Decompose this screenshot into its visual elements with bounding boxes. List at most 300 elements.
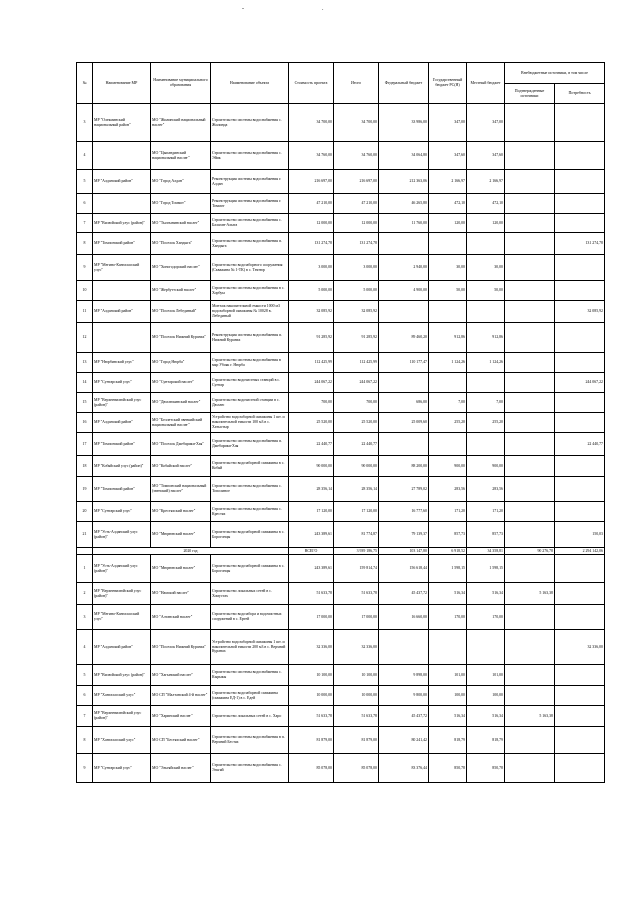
cell-federal: 46 265,80 xyxy=(379,194,429,214)
cell-object: Реконструкция системы водоснабжения г. Томмот xyxy=(211,194,289,214)
cell-mr: МР "Сунтарский улус" xyxy=(93,502,151,522)
cell-cost: 32 085,92 xyxy=(289,301,334,323)
cell-local: 900,00 xyxy=(467,456,505,477)
cell-no: 7 xyxy=(77,214,93,233)
col-header-mo: Наименование муниципального образования xyxy=(151,63,211,104)
cell-total: 131 274,78 xyxy=(334,233,379,255)
cell-total: 112 425,99 xyxy=(334,353,379,373)
cell-state: 857,73 xyxy=(429,522,467,548)
cell-federal: 4 900,00 xyxy=(379,281,429,301)
cell-no: 17 xyxy=(77,433,93,456)
table-row xyxy=(77,706,605,727)
cell-mr: МР "Алданский район" xyxy=(93,413,151,433)
summary-total: 3 939 186,75 xyxy=(334,548,379,555)
cell-no: 7 xyxy=(77,706,93,727)
cell-state xyxy=(429,233,467,255)
cell-cost: 22 440,77 xyxy=(289,433,334,456)
cell-no: 5 xyxy=(77,665,93,686)
funding-table xyxy=(76,62,605,783)
cell-federal: 212 363,06 xyxy=(379,170,429,194)
summary-local: 34 358,81 xyxy=(467,548,505,555)
cell-state: 900,00 xyxy=(429,456,467,477)
cell-local: 857,73 xyxy=(467,522,505,548)
summary-state: 6 918,52 xyxy=(429,548,467,555)
cell-total: 10 100,00 xyxy=(334,665,379,686)
cell-cost: 28 356,14 xyxy=(289,477,334,502)
cell-mo: МО "Харинский наслег" xyxy=(151,706,211,727)
table-row xyxy=(77,555,605,583)
cell-extra-confirmed xyxy=(505,393,555,413)
cell-total: 17 120,00 xyxy=(334,502,379,522)
cell-mo: МО "Эльгяйский наслег" xyxy=(151,754,211,783)
header-mark: . xyxy=(322,6,324,12)
cell-total: 12 000,00 xyxy=(334,214,379,233)
cell-cost: 243 389,61 xyxy=(289,522,334,548)
cell-object: Строительство водочистной станции в с. Дюллю xyxy=(211,393,289,413)
cell-no: 6 xyxy=(77,194,93,214)
table-row xyxy=(77,665,605,686)
cell-mo: МО "Алтанский наслег" xyxy=(151,605,211,630)
cell-object: Строительство системы водоснабжения с. Эльгяй xyxy=(211,754,289,783)
cell-cost: 85 078,00 xyxy=(289,754,334,783)
cell-mr: МР "Нюрбинский улус" xyxy=(93,353,151,373)
table-row xyxy=(77,301,605,323)
cell-object: Строительство системы водоснабжения в п. Верхний Бестях xyxy=(211,727,289,754)
cell-federal: 33 986,00 xyxy=(379,104,429,142)
cell-local: 818,79 xyxy=(467,727,505,754)
cell-total: 216 697,00 xyxy=(334,170,379,194)
cell-state: 101,00 xyxy=(429,665,467,686)
cell-object: Устройство водозаборной скважины 1 шт. и накопительной емкости 200 м3 в с. Верхний Куранах xyxy=(211,630,289,665)
cell-no: 16 xyxy=(77,413,93,433)
cell-extra-need xyxy=(555,214,605,233)
cell-object: Строительство системы водоснабжения с. Жилинда xyxy=(211,104,289,142)
table-row xyxy=(77,522,605,548)
cell-cost: 112 425,99 xyxy=(289,353,334,373)
cell-mo: МО "Хагынский наслег" xyxy=(151,665,211,686)
cell-object: Строительство системы водоснабжения с. Балаган-Алыта xyxy=(211,214,289,233)
cell-mo: МО СП "Бестяхский наслег" xyxy=(151,727,211,754)
cell-state: 171,20 xyxy=(429,502,467,522)
cell-mr: МР "Верхневилюйский улус (район)" xyxy=(93,393,151,413)
cell-extra-confirmed xyxy=(505,353,555,373)
cell-mo: МО "Мюрюнский наслег" xyxy=(151,522,211,548)
cell-federal xyxy=(379,301,429,323)
cell-mo: МО "Город Алдан" xyxy=(151,170,211,194)
cell-no: 5 xyxy=(77,170,93,194)
cell-state: 347,60 xyxy=(429,142,467,170)
cell-cost: 51 633,78 xyxy=(289,583,334,605)
cell-object: Строительство водозаборной скважины (скважина ЕД-1) в с. Едей xyxy=(211,686,289,706)
cell-federal: 16 777,60 xyxy=(379,502,429,522)
cell-mo: МО "Поселок Нижний Куранах" xyxy=(151,323,211,353)
cell-local: 850,78 xyxy=(467,754,505,783)
cell-mr: МР "Сунтарский улус" xyxy=(93,754,151,783)
cell-no: 9 xyxy=(77,754,93,783)
cell-local: 2 166,97 xyxy=(467,170,505,194)
cell-no: 10 xyxy=(77,281,93,301)
cell-extra-confirmed xyxy=(505,665,555,686)
cell-extra-need: 22 440,77 xyxy=(555,433,605,456)
table-row xyxy=(77,413,605,433)
cell-federal: 83 376,44 xyxy=(379,754,429,783)
cell-extra-need: 131 274,78 xyxy=(555,233,605,255)
cell-state xyxy=(429,301,467,323)
cell-extra-confirmed xyxy=(505,502,555,522)
cell-extra-confirmed: 5 163,38 xyxy=(505,706,555,727)
table-row xyxy=(77,373,605,393)
cell-object: Строительство системы водоснабжения с. Тополиное xyxy=(211,477,289,502)
table-row xyxy=(77,456,605,477)
cell-mr: МР "Хангаласский улус" xyxy=(93,686,151,706)
cell-extra-confirmed xyxy=(505,233,555,255)
cell-extra-need xyxy=(555,583,605,605)
cell-local: 100,00 xyxy=(467,686,505,706)
cell-no: 4 xyxy=(77,142,93,170)
cell-extra-need xyxy=(555,194,605,214)
table-row xyxy=(77,630,605,665)
cell-no: 21 xyxy=(77,522,93,548)
col-header-cost: Стоимость проекта xyxy=(289,63,334,104)
col-header-mr: Наименование МР xyxy=(93,63,151,104)
cell-mr xyxy=(93,142,151,170)
cell-mo: МО "Тылгынинский наслег" xyxy=(151,214,211,233)
cell-total: 700,00 xyxy=(334,393,379,413)
cell-extra-need xyxy=(555,727,605,754)
col-header-local: Местный бюджет xyxy=(467,63,505,104)
cell-federal xyxy=(379,373,429,393)
cell-cost: 32 336,00 xyxy=(289,630,334,665)
cell-local: 7,00 xyxy=(467,393,505,413)
cell-mr: МР "Томпонский район" xyxy=(93,433,151,456)
cell-extra-confirmed xyxy=(505,433,555,456)
cell-extra-need xyxy=(555,665,605,686)
cell-total: 25 520,00 xyxy=(334,413,379,433)
cell-cost: 700,00 xyxy=(289,393,334,413)
cell-extra-need xyxy=(555,754,605,783)
cell-mr: МР "Хангаласский улус" xyxy=(93,727,151,754)
cell-no: 1 xyxy=(77,555,93,583)
cell-object: Строительство системы водоснабжения с. Крестях xyxy=(211,502,289,522)
cell-mr: МР "Томпонский район" xyxy=(93,477,151,502)
cell-mo: МО СП "Малтанский 4-й наслег" xyxy=(151,686,211,706)
cell-state: 100,00 xyxy=(429,686,467,706)
cell-extra-need xyxy=(555,142,605,170)
cell-object: Строительство системы водоснабжения в мкр Убояк г. Нюрба xyxy=(211,353,289,373)
cell-object: Реконструкция системы водоснабжения п. Нижний Куранах xyxy=(211,323,289,353)
cell-no: 8 xyxy=(77,727,93,754)
cell-no: 8 xyxy=(77,233,93,255)
cell-total: 244 067,22 xyxy=(334,373,379,393)
cell-cost: 216 697,00 xyxy=(289,170,334,194)
cell-mr: МР "Алданский район" xyxy=(93,630,151,665)
cell-state: 120,00 xyxy=(429,214,467,233)
cell-cost: 81 879,00 xyxy=(289,727,334,754)
cell-total: 85 078,00 xyxy=(334,754,379,783)
cell-mo: МО "Город Нюрба" xyxy=(151,353,211,373)
cell-federal: 25 009,60 xyxy=(379,413,429,433)
cell-mr: МР "Томпонский район" xyxy=(93,233,151,255)
cell-local: 347,00 xyxy=(467,104,505,142)
cell-object: Строительство водозаборной скважины в с. Кобяй xyxy=(211,456,289,477)
cell-mr: МР "Алданский район" xyxy=(93,170,151,194)
cell-object: Устройство водозаборной скважины 1 шт. и накопительной емкости 100 м3 в с. Хатыстыр xyxy=(211,413,289,433)
cell-total: 3 000,00 xyxy=(334,255,379,281)
cell-federal: 9 800,00 xyxy=(379,686,429,706)
cell-mo: МО "Сунтарский наслег" xyxy=(151,373,211,393)
cell-extra-confirmed xyxy=(505,555,555,583)
cell-state: 516,34 xyxy=(429,706,467,727)
cell-federal: 45 437,72 xyxy=(379,583,429,605)
table-row xyxy=(77,605,605,630)
cell-cost: 91 285,92 xyxy=(289,323,334,353)
cell-no: 12 xyxy=(77,323,93,353)
cell-mo: МО "Мюрюнский наслег" xyxy=(151,555,211,583)
cell-object: Реконструкция системы водоснабжения г. Алдан xyxy=(211,170,289,194)
cell-mo: МО "Поселок Хандыга" xyxy=(151,233,211,255)
cell-total: 22 440,77 xyxy=(334,433,379,456)
cell-local: 50,00 xyxy=(467,281,505,301)
cell-mr: МР "Вилюйский улус (район)" xyxy=(93,665,151,686)
cell-object: Строительство системы водоснабжения п. Хандыга xyxy=(211,233,289,255)
summary-extra-need: 2 294 142,06 xyxy=(555,548,605,555)
cell-federal: 80 241,42 xyxy=(379,727,429,754)
cell-mr: МР "Верхневилюйский улус (район)" xyxy=(93,706,151,727)
cell-local: 283,56 xyxy=(467,477,505,502)
cell-mr: МР "Кобяйский улус (район)" xyxy=(93,456,151,477)
cell-extra-confirmed xyxy=(505,686,555,706)
table-row xyxy=(77,214,605,233)
cell-mo: МО "Томпонский национальный (эвенский) наслег" xyxy=(151,477,211,502)
cell-local: 120,00 xyxy=(467,214,505,233)
cell-state: 347,00 xyxy=(429,104,467,142)
cell-federal: 110 177,47 xyxy=(379,353,429,373)
cell-total: 51 633,78 xyxy=(334,706,379,727)
table-row xyxy=(77,754,605,783)
cell-federal: 11 760,00 xyxy=(379,214,429,233)
cell-local: 516,34 xyxy=(467,706,505,727)
cell-no: 14 xyxy=(77,373,93,393)
cell-federal: 27 789,02 xyxy=(379,477,429,502)
cell-object: Строительство водозаборной скважины в с. Борогонцы xyxy=(211,555,289,583)
cell-extra-confirmed xyxy=(505,477,555,502)
cell-mr: МР "Вилюйский улус (район)" xyxy=(93,214,151,233)
cell-no: 18 xyxy=(77,456,93,477)
col-header-extra-confirmed: Подтвержденные источники xyxy=(505,84,555,104)
cell-extra-confirmed xyxy=(505,522,555,548)
table-row xyxy=(77,477,605,502)
table-row xyxy=(77,727,605,754)
cell-mr xyxy=(93,281,151,301)
cell-object: Строительство системы водоснабжения с. Кырыкы xyxy=(211,665,289,686)
cell-spacer xyxy=(77,548,93,555)
cell-federal: 2 940,00 xyxy=(379,255,429,281)
cell-mo: МО "Жербуттский наслег" xyxy=(151,281,211,301)
cell-cost: 90 000,00 xyxy=(289,456,334,477)
cell-object: Строительство водозабора и водочистных сооружений в с. Ертей xyxy=(211,605,289,630)
cell-state: 170,00 xyxy=(429,605,467,630)
cell-no: 2 xyxy=(77,583,93,605)
table-row xyxy=(77,281,605,301)
cell-local: 101,00 xyxy=(467,665,505,686)
cell-cost: 131 274,78 xyxy=(289,233,334,255)
cell-total: 81 774,87 xyxy=(334,522,379,548)
cell-state: 818,79 xyxy=(429,727,467,754)
cell-federal: 686,00 xyxy=(379,393,429,413)
page-header-marks xyxy=(0,6,640,16)
cell-total: 28 356,14 xyxy=(334,477,379,502)
cell-local xyxy=(467,301,505,323)
cell-state: 472,10 xyxy=(429,194,467,214)
cell-federal xyxy=(379,433,429,456)
cell-mo: МО "Жилинский национальный наслег" xyxy=(151,104,211,142)
summary-year: 2020 год xyxy=(93,548,289,555)
cell-mr: МР "Верхневилюйский улус (район)" xyxy=(93,583,151,605)
table-row xyxy=(77,686,605,706)
header-mark: - xyxy=(242,6,244,12)
cell-mr xyxy=(93,194,151,214)
cell-extra-need xyxy=(555,686,605,706)
cell-federal: 88 200,00 xyxy=(379,456,429,477)
cell-federal: 16 660,00 xyxy=(379,605,429,630)
cell-extra-confirmed xyxy=(505,281,555,301)
cell-object: Строительство водозаборной скважины в с. Борогонцы xyxy=(211,522,289,548)
cell-total: 34 700,00 xyxy=(334,104,379,142)
cell-local: 912,86 xyxy=(467,323,505,353)
cell-extra-confirmed xyxy=(505,170,555,194)
cell-total: 90 000,00 xyxy=(334,456,379,477)
cell-local: 255,20 xyxy=(467,413,505,433)
cell-local: 347,60 xyxy=(467,142,505,170)
col-header-object: Наименование объекта xyxy=(211,63,289,104)
cell-local xyxy=(467,433,505,456)
cell-object: Монтаж накопительной емкости 1000 м3 водозаборной скважины № 10028 в. Лебединый xyxy=(211,301,289,323)
summary-federal: 103 147,80 xyxy=(379,548,429,555)
table-row xyxy=(77,433,605,456)
cell-state xyxy=(429,630,467,665)
cell-no: 9 xyxy=(77,255,93,281)
cell-cost: 10 100,00 xyxy=(289,665,334,686)
cell-extra-confirmed xyxy=(505,142,555,170)
cell-federal: 45 437,72 xyxy=(379,706,429,727)
cell-extra-confirmed xyxy=(505,373,555,393)
cell-total: 5 000,00 xyxy=(334,281,379,301)
cell-no: 3 xyxy=(77,104,93,142)
cell-total: 47 210,00 xyxy=(334,194,379,214)
cell-federal xyxy=(379,630,429,665)
cell-extra-need xyxy=(555,456,605,477)
cell-cost: 51 633,78 xyxy=(289,706,334,727)
cell-local: 472,10 xyxy=(467,194,505,214)
cell-cost: 17 000,00 xyxy=(289,605,334,630)
cell-cost: 12 000,00 xyxy=(289,214,334,233)
cell-extra-confirmed xyxy=(505,214,555,233)
cell-extra-need xyxy=(555,393,605,413)
cell-mr xyxy=(93,323,151,353)
col-header-federal: Федеральный бюджет xyxy=(379,63,429,104)
cell-cost: 243 389,61 xyxy=(289,555,334,583)
cell-federal: 89 460,20 xyxy=(379,323,429,353)
summary-extra-confirmed: 90 276,78 xyxy=(505,548,555,555)
cell-extra-confirmed xyxy=(505,605,555,630)
cell-cost: 34 760,00 xyxy=(289,142,334,170)
cell-extra-confirmed xyxy=(505,456,555,477)
cell-federal: 9 898,00 xyxy=(379,665,429,686)
cell-state: 50,00 xyxy=(429,281,467,301)
table-row xyxy=(77,583,605,605)
cell-total: 32 336,00 xyxy=(334,630,379,665)
cell-state: 516,34 xyxy=(429,583,467,605)
cell-extra-need xyxy=(555,104,605,142)
cell-state xyxy=(429,373,467,393)
cell-extra-confirmed xyxy=(505,194,555,214)
cell-extra-need: 32 085,92 xyxy=(555,301,605,323)
cell-total: 17 000,00 xyxy=(334,605,379,630)
cell-cost: 17 120,00 xyxy=(289,502,334,522)
cell-state: 912,86 xyxy=(429,323,467,353)
table-row xyxy=(77,323,605,353)
cell-extra-need: 244 067,22 xyxy=(555,373,605,393)
cell-extra-confirmed xyxy=(505,104,555,142)
cell-extra-need xyxy=(555,281,605,301)
cell-object: Строительство системы водоснабжения в с. Хорбуы xyxy=(211,281,289,301)
cell-state: 255,20 xyxy=(429,413,467,433)
cell-no: 13 xyxy=(77,353,93,373)
cell-extra-need xyxy=(555,353,605,373)
cell-local: 1 124,26 xyxy=(467,353,505,373)
table-row xyxy=(77,233,605,255)
cell-extra-confirmed xyxy=(505,630,555,665)
cell-cost: 25 520,00 xyxy=(289,413,334,433)
cell-extra-need xyxy=(555,477,605,502)
table-row xyxy=(77,104,605,142)
cell-mo: МО "Хоногодорский наслег" xyxy=(151,255,211,281)
cell-total: 34 760,00 xyxy=(334,142,379,170)
cell-extra-confirmed: 5 163,38 xyxy=(505,583,555,605)
cell-no: 15 xyxy=(77,393,93,413)
cell-extra-need xyxy=(555,170,605,194)
cell-mo: МО "Поселок Лебединый" xyxy=(151,301,211,323)
cell-state: 850,78 xyxy=(429,754,467,783)
table-row xyxy=(77,255,605,281)
cell-cost: 10 000,00 xyxy=(289,686,334,706)
cell-extra-need xyxy=(555,255,605,281)
cell-mr: МР "Алданский район" xyxy=(93,301,151,323)
summary-row xyxy=(77,548,605,555)
cell-extra-need xyxy=(555,555,605,583)
cell-local xyxy=(467,630,505,665)
cell-cost: 244 067,22 xyxy=(289,373,334,393)
cell-no: 3 xyxy=(77,605,93,630)
cell-local xyxy=(467,233,505,255)
cell-federal: 34 064,80 xyxy=(379,142,429,170)
cell-local: 1 598,15 xyxy=(467,555,505,583)
cell-mo: МО "Город Томмот" xyxy=(151,194,211,214)
cell-total: 81 879,00 xyxy=(334,727,379,754)
table-row xyxy=(77,142,605,170)
cell-extra-need xyxy=(555,605,605,630)
cell-mr: МР "Олекминский национальный район" xyxy=(93,104,151,142)
cell-total: 10 000,00 xyxy=(334,686,379,706)
cell-mo: МО "Беллетский эвенкийский национальный наслег" xyxy=(151,413,211,433)
col-header-extra-group: Внебюджетные источники, в том числе xyxy=(505,63,605,84)
cell-local: 170,00 xyxy=(467,605,505,630)
cell-object: Строительство системы водоснабжения с. Эйик xyxy=(211,142,289,170)
cell-extra-need xyxy=(555,323,605,353)
cell-extra-need: 150,03 xyxy=(555,522,605,548)
cell-local: 30,00 xyxy=(467,255,505,281)
cell-mr: МР "Мегино-Кангаласский улус" xyxy=(93,255,151,281)
